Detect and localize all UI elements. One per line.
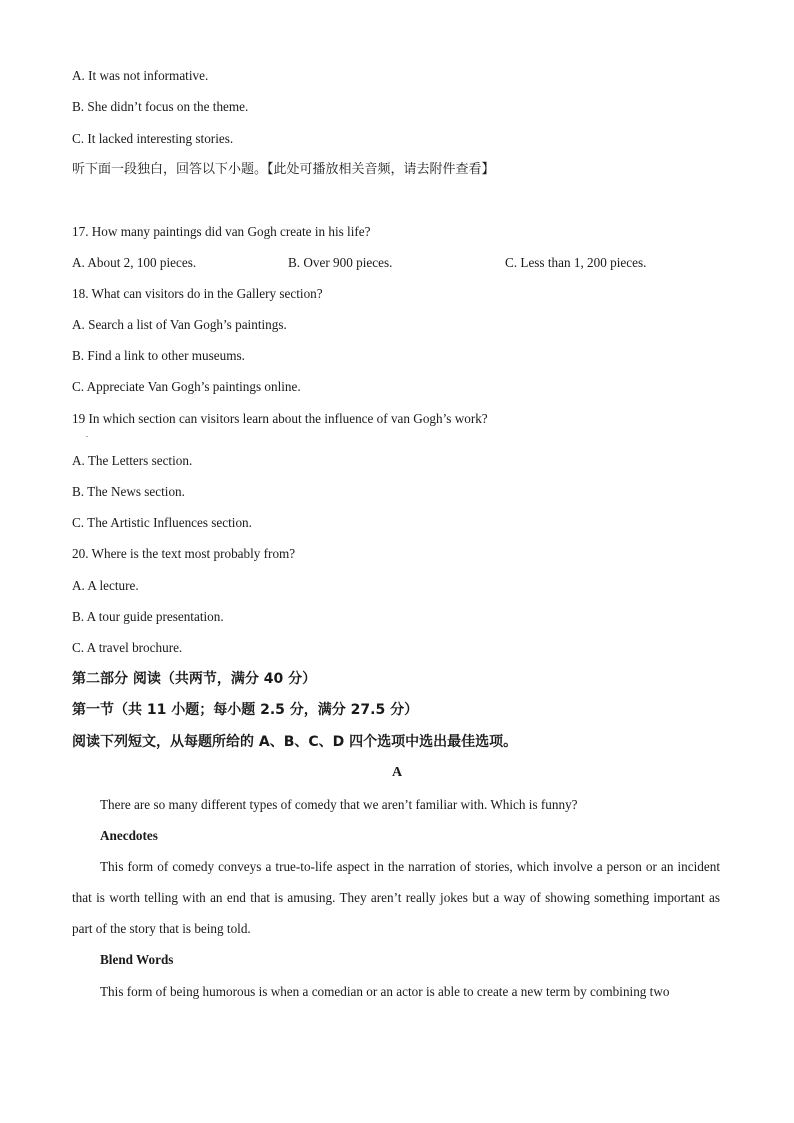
reading-instruction: 阅读下列短文，从每题所给的 A、B、C、D 四个选项中选出最佳选项。: [72, 734, 518, 750]
q19-question: 19 In which section can visitors learn about the influence of van Gogh’s work?: [72, 411, 488, 426]
q18-question: 18. What can visitors do in the Gallery section?: [72, 286, 323, 301]
q20-option-c: C. A travel brochure.: [72, 640, 183, 655]
anecdotes-title: Anecdotes: [100, 828, 158, 843]
q18-option-b: B. Find a link to other museums.: [72, 348, 245, 363]
q19-dot: .: [86, 430, 88, 439]
q20-option-a: A. A lecture.: [72, 578, 139, 593]
blend-words-paragraph: This form of being humorous is when a comedian or an actor is able to create a new term by combining two: [100, 984, 670, 999]
q18-option-a: A. Search a list of Van Gogh’s paintings.: [72, 317, 287, 332]
q19-option-c: C. The Artistic Influences section.: [72, 515, 252, 530]
q17-question: 17. How many paintings did van Gogh create in his life?: [72, 224, 371, 239]
q19-option-b: B. The News section.: [72, 484, 185, 499]
section1-heading: 第一节（共 11 小题；每小题 2.5 分，满分 27.5 分）: [72, 702, 419, 718]
q20-question: 20. Where is the text most probably from?: [72, 546, 296, 561]
q20-option-b: B. A tour guide presentation.: [72, 609, 224, 624]
part2-heading: 第二部分 阅读（共两节，满分 40 分）: [72, 671, 317, 687]
q18-option-c: C. Appreciate Van Gogh’s paintings online.: [72, 379, 301, 394]
passage-letter: A: [391, 765, 403, 780]
q16-option-b: B. She didn’t focus on the theme.: [72, 99, 249, 114]
q19-option-a: A. The Letters section.: [72, 453, 193, 468]
anecdotes-paragraph: This form of comedy conveys a true-to-life aspect in the narration of stories, which involve a person or an incident that is worth telling with an end that is amusing. They aren’t really jokes but a way of showing something important as part of the story that is being told.: [72, 859, 720, 936]
passage-intro: There are so many different types of comedy that we aren’t familiar with. Which is funny?: [100, 797, 578, 812]
q17-option-b: B. Over 900 pieces.: [288, 255, 393, 270]
q17-option-a: A. About 2, 100 pieces.: [72, 255, 197, 270]
q16-option-a: A. It was not informative.: [72, 68, 209, 83]
q16-option-c: C. It lacked interesting stories.: [72, 131, 234, 146]
blend-words-title: Blend Words: [100, 952, 174, 967]
monologue-instruction: 听下面一段独白，回答以下小题。【此处可播放相关音频，请去附件查看】: [72, 162, 495, 177]
q17-option-c: C. Less than 1, 200 pieces.: [505, 255, 647, 270]
